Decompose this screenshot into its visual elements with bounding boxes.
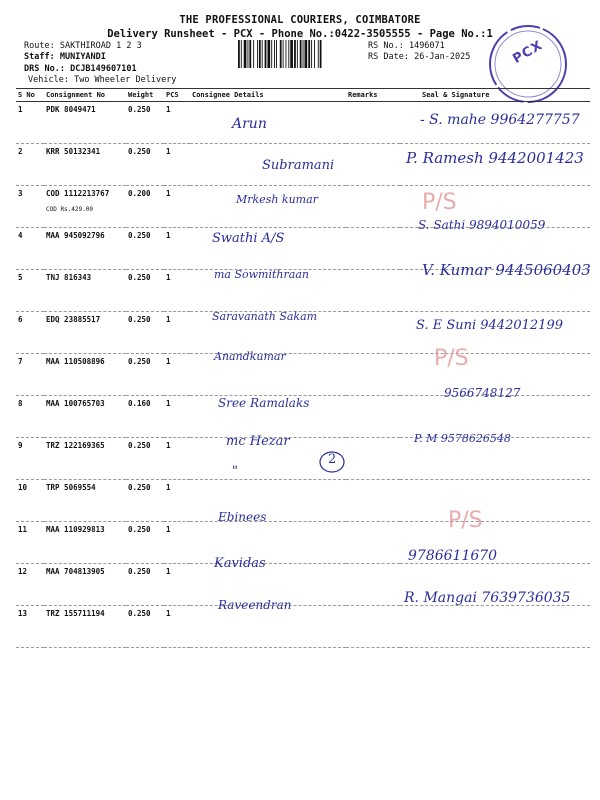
header-consignment: Consignment No (44, 89, 126, 102)
signature-handwriting: S. Sathi 9894010059 (418, 218, 546, 232)
vehicle-value: Two Wheeler Delivery (74, 75, 177, 85)
consignment-cell: TRZ 155711194 (44, 606, 126, 648)
pcs-cell: 1 (164, 354, 190, 396)
header-sno: S No (16, 89, 44, 102)
sno-cell: 11 (16, 522, 44, 564)
consignment-cell: MAA 110508896 (44, 354, 126, 396)
pcs-cell: 1 (164, 606, 190, 648)
barcode-bar (286, 40, 287, 68)
consignment-cell: TRZ 122169365 (44, 438, 126, 480)
consignment-cell: MAA 100765703 (44, 396, 126, 438)
stamp-text: PCX (510, 37, 546, 68)
route-value: SAKTHIROAD 1 2 3 (59, 41, 142, 51)
barcode-bar (248, 40, 249, 68)
barcode-bar (249, 40, 251, 68)
weight-cell: 0.250 (126, 354, 164, 396)
barcode-bar (294, 40, 296, 68)
barcode-bar (267, 40, 270, 68)
remarks-cell (346, 438, 400, 480)
consignee-handwriting: ma Sowmithraan (214, 268, 309, 281)
barcode-bar (271, 40, 272, 68)
remarks-cell (346, 354, 400, 396)
pod-mark: P/S (434, 346, 469, 371)
rs-no-label: RS No.: (368, 41, 404, 51)
barcode-bar (241, 40, 242, 68)
header-consignee: Consignee Details (190, 89, 346, 102)
weight-cell: 0.250 (126, 270, 164, 312)
barcode (238, 40, 362, 68)
staff-line (24, 52, 106, 63)
sno-cell: 5 (16, 270, 44, 312)
table-header-row (16, 89, 590, 102)
rs-date-label: RS Date: (368, 52, 409, 62)
signature-handwriting: P. Ramesh 9442001423 (406, 149, 584, 167)
signature-handwriting: R. Mangai 7639736035 (404, 590, 571, 606)
sno-cell: 1 (16, 102, 44, 144)
route-line (24, 41, 142, 52)
barcode-bar (288, 40, 289, 68)
barcode-bar (274, 40, 275, 68)
pcs-cell: 1 (164, 438, 190, 480)
sno-cell: 6 (16, 312, 44, 354)
signature-handwriting: P. M 9578626548 (414, 432, 511, 445)
signature-handwriting: - S. mahe 9964277757 (420, 112, 580, 128)
consignee-handwriting: Swathi A/S (212, 231, 285, 246)
pcs-cell: 1 (164, 228, 190, 270)
weight-cell: 0.250 (126, 480, 164, 522)
sno-cell: 9 (16, 438, 44, 480)
weight-cell: 0.250 (126, 438, 164, 480)
company-title: THE PROFESSIONAL COURIERS, COIMBATORE (179, 14, 421, 26)
consignment-cell: COD 1112213767 COD Rs.429.00 (44, 186, 126, 228)
weight-cell: 0.250 (126, 606, 164, 648)
sno-cell: 3 (16, 186, 44, 228)
cod-amount: COD Rs.429.00 (46, 206, 93, 213)
signature-handwriting: S. E Suni 9442012199 (416, 318, 563, 333)
table-row (16, 606, 590, 648)
consignee-handwriting: Saravanath Sakam (212, 310, 318, 323)
sno-cell: 10 (16, 480, 44, 522)
barcode-bar (283, 40, 284, 68)
header-weight: Weight (126, 89, 164, 102)
drs-value: DCJB149607101 (70, 64, 137, 74)
consignee-cell (190, 186, 346, 228)
remarks-cell (346, 144, 400, 186)
consignee-handwriting: " (232, 464, 238, 479)
remarks-cell (346, 564, 400, 606)
staff-value: MUNIYANDI (59, 52, 106, 62)
consignment-cell: KRR 50132341 (44, 144, 126, 186)
remarks-cell (346, 522, 400, 564)
sno-cell: 2 (16, 144, 44, 186)
header-remarks: Remarks (346, 89, 400, 102)
pod-mark: P/S (422, 190, 457, 215)
vehicle-label: Vehicle: (28, 75, 69, 85)
consignee-handwriting: Sree Ramalaks (218, 396, 310, 410)
barcode-bar (320, 40, 322, 68)
consignee-handwriting: Raveendran (218, 598, 292, 612)
consignment-cell: PDK 8049471 (44, 102, 126, 144)
rs-no-value: 1496071 (408, 41, 445, 51)
rs-date-value: 26-Jan-2025 (414, 52, 471, 62)
signature-handwriting: V. Kumar 9445060403 (422, 261, 591, 279)
consignee-handwriting: Subramani (262, 158, 335, 173)
pcs-cell: 1 (164, 186, 190, 228)
remarks-cell (346, 396, 400, 438)
staff-label: Staff: (24, 52, 55, 62)
barcode-bar (300, 40, 302, 68)
remarks-cell (346, 186, 400, 228)
weight-cell: 0.160 (126, 396, 164, 438)
barcode-bar (253, 40, 254, 68)
barcode-bar (257, 40, 258, 68)
pcs-cell: 1 (164, 564, 190, 606)
consignee-handwriting: Anandkumar (214, 350, 286, 363)
vehicle-line (28, 75, 176, 86)
consignment-cell: MAA 704813905 (44, 564, 126, 606)
remarks-cell (346, 228, 400, 270)
drs-label: DRS No.: (24, 64, 65, 74)
drs-line (24, 64, 137, 75)
consignment-cell: TRP 5069554 (44, 480, 126, 522)
barcode-bar (265, 40, 267, 68)
barcode-bar (311, 40, 312, 68)
consignee-cell (190, 102, 346, 144)
barcode-bar (259, 40, 261, 68)
sno-cell: 12 (16, 564, 44, 606)
pcs-cell: 1 (164, 144, 190, 186)
remarks-cell (346, 312, 400, 354)
consignment-cell: TNJ 816343 (44, 270, 126, 312)
remarks-cell (346, 102, 400, 144)
pcs-cell: 1 (164, 312, 190, 354)
count-badge: 2 (328, 452, 337, 467)
pcs-cell: 1 (164, 102, 190, 144)
pod-mark: P/S (448, 508, 483, 533)
consignee-handwriting: Mrkesh kumar (236, 193, 318, 206)
pcs-cell: 1 (164, 270, 190, 312)
signature-handwriting: 9786611670 (408, 548, 498, 564)
route-label: Route: (24, 41, 55, 51)
weight-cell: 0.200 (126, 186, 164, 228)
consignee-handwriting: Ebinees (218, 510, 267, 524)
weight-cell: 0.250 (126, 564, 164, 606)
barcode-bar (244, 40, 247, 68)
sno-cell: 4 (16, 228, 44, 270)
rs-no-line (368, 41, 445, 52)
sno-cell: 8 (16, 396, 44, 438)
consignment-cell: EDQ 23885517 (44, 312, 126, 354)
pcs-cell: 1 (164, 522, 190, 564)
barcode-bar (308, 40, 310, 68)
weight-cell: 0.250 (126, 312, 164, 354)
remarks-cell (346, 480, 400, 522)
consignee-handwriting: Arun (232, 116, 267, 132)
consignee-handwriting: Kavidas (214, 556, 266, 571)
sno-cell: 7 (16, 354, 44, 396)
header-pcs: PCS (164, 89, 190, 102)
barcode-bar (290, 40, 293, 68)
remarks-cell (346, 270, 400, 312)
rs-date-line (368, 52, 470, 63)
remarks-cell (346, 606, 400, 648)
barcode-bar (297, 40, 298, 68)
consignment-cell: MAA 110929813 (44, 522, 126, 564)
pcs-cell: 1 (164, 480, 190, 522)
barcode-bar (305, 40, 308, 68)
pcs-cell: 1 (164, 396, 190, 438)
consignment-cell: MAA 945092796 (44, 228, 126, 270)
barcode-bar (238, 40, 240, 68)
consignee-cell (190, 480, 346, 522)
barcode-bar (262, 40, 263, 68)
table-row (16, 480, 590, 522)
signature-cell (400, 606, 590, 648)
runsheet-title: Delivery Runsheet - PCX - Phone No.:0422-3505555 - Page No.:1 (107, 28, 493, 40)
weight-cell: 0.250 (126, 102, 164, 144)
barcode-bar (318, 40, 319, 68)
barcode-bar (314, 40, 315, 68)
signature-handwriting: 9566748127 (444, 386, 521, 400)
sno-cell: 13 (16, 606, 44, 648)
table-row (16, 522, 590, 564)
signature-cell (400, 480, 590, 522)
header-signature: Seal & Signature (400, 89, 590, 102)
weight-cell: 0.250 (126, 228, 164, 270)
barcode-bar (276, 40, 277, 68)
consignee-handwriting: mc Hezar (226, 434, 290, 449)
barcode-bar (280, 40, 282, 68)
barcode-bar (303, 40, 304, 68)
weight-cell: 0.250 (126, 522, 164, 564)
weight-cell: 0.250 (126, 144, 164, 186)
